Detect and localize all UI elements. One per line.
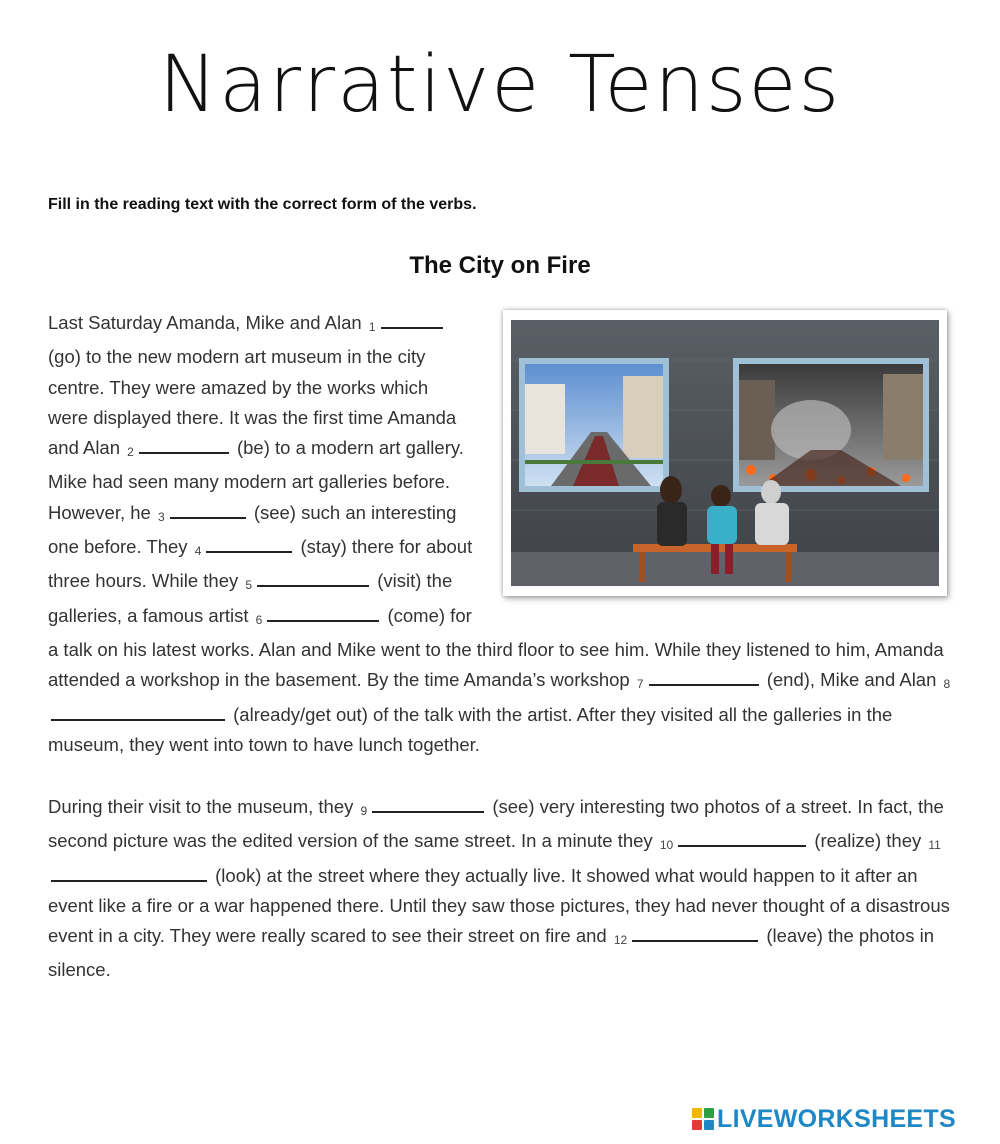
gap-number-8: 8 xyxy=(943,677,951,692)
logo-text: LIVEWORKSHEETS xyxy=(717,1104,956,1133)
reading-title: The City on Fire xyxy=(409,252,591,279)
logo-square-4 xyxy=(704,1120,714,1130)
gap-7-input[interactable] xyxy=(649,669,759,686)
text-segment: (visit) the galleries, a famous artist xyxy=(48,570,453,626)
gap-11-input[interactable] xyxy=(51,865,207,882)
gap-number-10: 10 xyxy=(659,838,674,853)
text-segment: (stay) there for about three hours. While they xyxy=(48,536,473,592)
gallery-illustration xyxy=(511,320,939,586)
logo-square-3 xyxy=(692,1120,702,1130)
page-title: Narrative Tenses xyxy=(158,40,842,130)
text-segment: (see) very interesting two photos of a street. In fact, the second picture was the edited version of the same street. In a minute they xyxy=(48,796,944,852)
gap-6-input[interactable] xyxy=(267,605,379,622)
liveworksheets-logo xyxy=(692,1104,956,1134)
logo-squares-icon xyxy=(692,1108,714,1130)
gap-number-11: 11 xyxy=(928,838,941,853)
gap-2-input[interactable] xyxy=(139,437,229,454)
gap-4-input[interactable] xyxy=(206,536,292,553)
logo-square-1 xyxy=(692,1108,702,1118)
text-segment: (go) to the new modern art museum in the city centre. They were amazed by the works which were displayed there. It was the first time Amanda and Alan xyxy=(48,346,457,459)
gallery-photo xyxy=(503,310,947,596)
text-segment: (come) for a talk on his latest works. Alan and Mike went to the third floor to see him. While they listened to him, Amanda attended a workshop in the basement. By the time Amanda’s workshop xyxy=(48,604,944,691)
gap-1-input[interactable] xyxy=(381,312,443,329)
gap-3-input[interactable] xyxy=(170,502,246,519)
gap-12-input[interactable] xyxy=(632,925,758,942)
reading-paragraph-2 xyxy=(48,792,963,986)
gap-5-input[interactable] xyxy=(257,570,369,587)
text-segment: (be) to a modern art gallery. Mike had seen many modern art galleries before. However, he xyxy=(48,437,464,523)
gap-number-5: 5 xyxy=(245,578,253,593)
text-segment: (end), Mike and Alan xyxy=(766,669,937,691)
gap-10-input[interactable] xyxy=(678,830,806,847)
instruction-text: Fill in the reading text with the correct form of the verbs. xyxy=(48,196,477,213)
gap-number-12: 12 xyxy=(613,933,628,948)
text-segment: (realize) they xyxy=(814,830,922,852)
logo-square-2 xyxy=(704,1108,714,1118)
gap-number-3: 3 xyxy=(157,509,165,524)
gap-number-7: 7 xyxy=(636,677,644,692)
gap-number-6: 6 xyxy=(255,612,263,627)
gap-8-input[interactable] xyxy=(51,704,225,721)
gap-9-input[interactable] xyxy=(372,796,484,813)
gap-number-9: 9 xyxy=(360,804,368,818)
gap-number-4: 4 xyxy=(194,544,202,559)
text-segment: (leave) the photos in silence. xyxy=(48,925,934,981)
gap-number-2: 2 xyxy=(127,445,134,460)
text-segment: During their visit to the museum, they xyxy=(48,796,354,817)
text-segment: Last Saturday Amanda, Mike and Alan xyxy=(48,312,362,333)
text-segment: (already/get out) of the talk with the artist. After they visited all the galleries in the museum, they went into town to have lunch together. xyxy=(48,703,893,755)
gap-number-1: 1 xyxy=(368,320,376,334)
text-segment: (see) such an interesting one before. They xyxy=(48,501,457,558)
text-segment: (look) at the street where they actually live. It showed what would happen to it after an event like a fire or a war happened there. Until they saw those pictures, they had never thought of a disastrous event in a city. They were really scared to see their street on fire and xyxy=(48,864,950,947)
